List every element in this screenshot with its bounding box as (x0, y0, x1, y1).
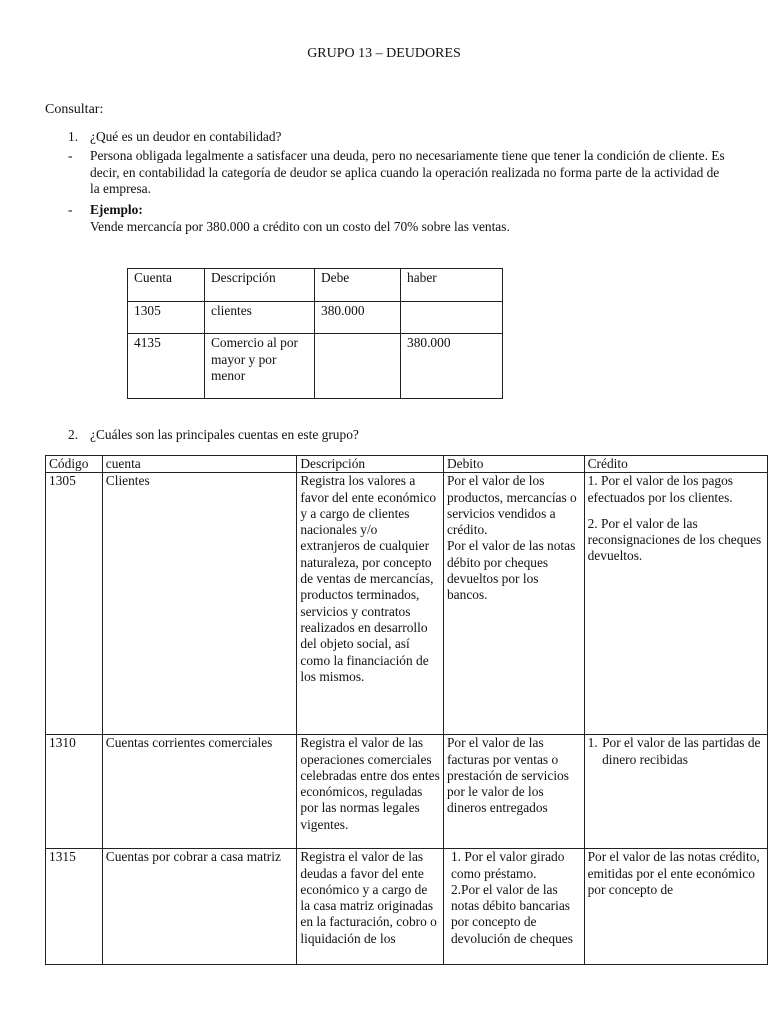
cell-line: Por el valor de las notas débito por cheques devueltos por los bancos. (446, 538, 576, 603)
table-header-cell: cuenta (102, 456, 297, 473)
table-header-cell: Código (46, 456, 103, 473)
table-cell (584, 473, 767, 735)
table-cell: 4135 (128, 334, 205, 399)
journal-entry-table (127, 268, 503, 399)
table-cell: Registra los valores a favor del ente económico y a cargo de clientes nacionales y/o extranjeros de cualquier naturaleza, por concepto de ventas de mercancías, productos terminados, servicios y contratos realizados en desarrollo del objeto social, así como la financiación de los mismos. (297, 473, 444, 735)
table-header-cell: Crédito (584, 456, 767, 473)
example-dash: - (68, 202, 73, 217)
question-1 (68, 129, 282, 146)
table-cell: Registra el valor de las operaciones comerciales celebradas entre dos entes económicos, reguladas por las normas legales vigentes. (297, 735, 444, 849)
table-cell: 1305 (128, 302, 205, 334)
numbered-item (588, 735, 764, 768)
example-label: Ejemplo: (90, 202, 143, 217)
table-cell: Clientes (102, 473, 297, 735)
table-cell (443, 849, 584, 965)
accounts-table (45, 455, 768, 965)
table-cell: 1315 (46, 849, 103, 965)
question-2-number: 2. (68, 427, 79, 442)
table-cell: Cuentas por cobrar a casa matriz (102, 849, 297, 965)
table-header-cell: Cuenta (128, 269, 205, 302)
table-header-cell: Debito (443, 456, 584, 473)
cell-line: Por el valor de las partidas de dinero recibidas (602, 735, 761, 767)
definition-text: Persona obligada legalmente a satisfacer una deuda, pero no necesariamente tiene que tener la condición de cliente. Es decir, en contabilidad la categoría de deudor se aplica cuando la operación realizada no forma parte de la actividad de la empresa. (90, 148, 725, 196)
table-cell: Comercio al por mayor y por menor (205, 334, 315, 399)
table-cell (443, 473, 584, 735)
table-cell: 1310 (46, 735, 103, 849)
table-header-row (46, 456, 768, 473)
table-cell (584, 735, 767, 849)
table-cell: Cuentas corrientes comerciales (102, 735, 297, 849)
table-cell: clientes (205, 302, 315, 334)
document-title: GRUPO 13 – DEUDORES (307, 46, 461, 61)
cell-line: 2. Por el valor de las reconsignaciones de los cheques devueltos. (587, 515, 762, 564)
table-cell (315, 334, 401, 399)
table-header-cell: Descripción (205, 269, 315, 302)
table-header-cell: haber (401, 269, 503, 302)
table-cell: Registra el valor de las deudas a favor del ente económico y a cargo de la casa matriz originadas en la facturación, cobro o liquidación de los (297, 849, 444, 965)
question-2 (68, 427, 359, 444)
question-1-text: ¿Qué es un deudor en contabilidad? (90, 129, 282, 144)
definition-bullet (68, 148, 90, 165)
question-1-number: 1. (68, 129, 79, 144)
table-row (46, 735, 768, 849)
example-text: Vende mercancía por 380.000 a crédito con un costo del 70% sobre las ventas. (90, 218, 510, 234)
table-header-cell: Debe (315, 269, 401, 302)
table-cell (401, 302, 503, 334)
intro-label: Consultar: (45, 102, 104, 117)
table-header-cell: Descripción (297, 456, 444, 473)
table-row (128, 334, 503, 399)
example-bullet (68, 202, 90, 219)
example-block (90, 202, 730, 235)
table-row (46, 473, 768, 735)
table-cell: Por el valor de las notas crédito, emitidas por el ente económico por concepto de (584, 849, 767, 965)
table-cell: 380.000 (315, 302, 401, 334)
table-cell: 1305 (46, 473, 103, 735)
cell-line: 2.Por el valor de las notas débito bancarias por concepto de devolución de cheques (450, 881, 573, 946)
table-row (128, 302, 503, 334)
table-cell: Por el valor de las facturas por ventas o prestación de servicios por le valor de los dineros entregados (443, 735, 584, 849)
cell-line: 1. Por el valor de los pagos efectuados por los clientes. (587, 473, 734, 505)
table-cell: 380.000 (401, 334, 503, 399)
table-header-row (128, 269, 503, 302)
definition-dash: - (68, 148, 73, 163)
cell-line: Por el valor de los productos, mercancías o servicios vendidos a crédito. (446, 473, 577, 538)
cell-line: 1. Por el valor girado como préstamo. (450, 849, 565, 881)
list-number: 1. (587, 735, 598, 751)
table-row (46, 849, 768, 965)
question-2-text: ¿Cuáles son las principales cuentas en este grupo? (90, 427, 359, 442)
